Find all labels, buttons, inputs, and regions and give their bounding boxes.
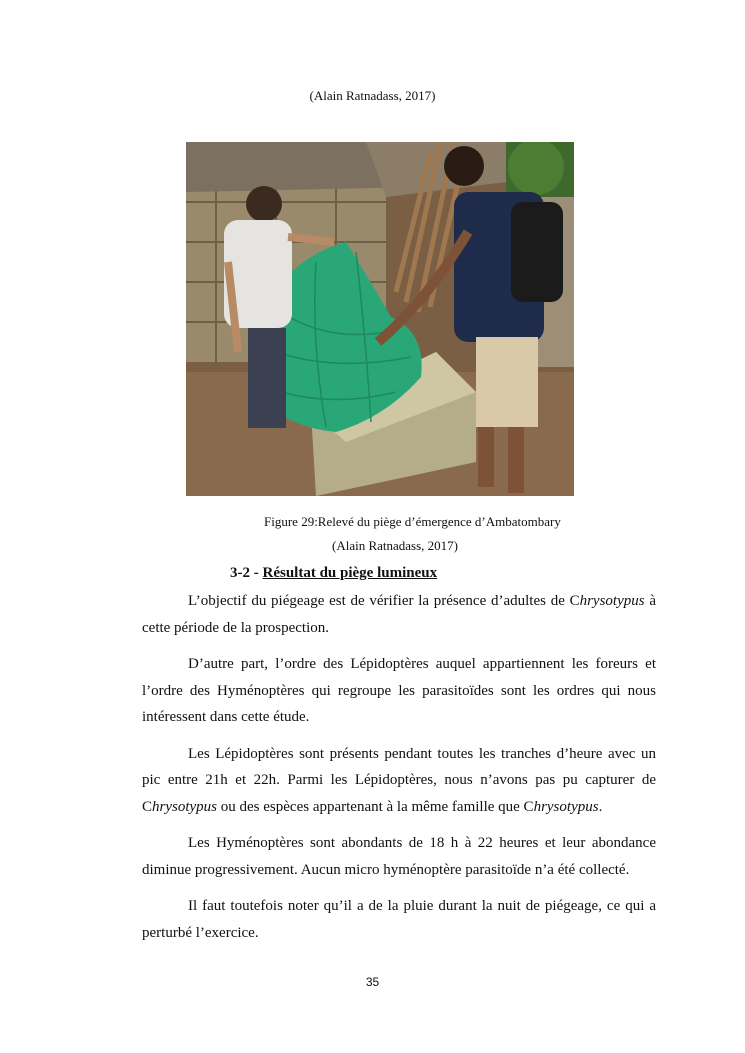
paragraph [142,741,656,821]
text-run: à cette période de la prospection. [142,593,656,636]
body-text [142,588,656,956]
text-run: Les Lépidoptères sont présents pendant toutes les tranches d’heure avec un pic entre 21h et 22h. Parmi les Lépidoptères, nous n’avons pas pu capturer de C [142,745,656,815]
paragraph [142,651,656,731]
photo-credit-top: (Alain Ratnadass, 2017) [309,88,436,103]
paragraph [142,588,656,641]
figure-credit: (Alain Ratnadass, 2017) [332,538,459,553]
section-title: Résultat du piège lumineux [262,565,438,581]
text-run: Il faut toutefois noter qu’il a de la pluie durant la nuit de piégeage, ce qui a perturbé l’exercice. [142,898,656,941]
figure-caption: Figure 29:Relevé du piège d’émergence d’Ambatombary [264,514,561,529]
text-run: Les Hyménoptères sont abondants de 18 h à 22 heures et leur abondance diminue progressivement. Aucun micro hyménoptère parasitoïde n’a été collecté. [142,835,656,878]
text-run: L’objectif du piégeage est de vérifier la présence d’adultes de C [188,593,580,609]
italic-term: hrysotypus [152,798,218,815]
section-number: 3-2 - [230,565,263,581]
italic-term: hrysotypus [579,593,645,609]
text-run: . [598,798,603,815]
paragraph [142,830,656,883]
text-run: ou des espèces appartenant à la même famille que C [217,798,534,815]
section-heading [230,565,437,582]
paragraph [142,893,656,946]
page-number: 35 [365,975,380,989]
italic-term: hrysotypus [533,798,599,815]
figure-photo [186,142,574,496]
text-run: D’autre part, l’ordre des Lépidoptères auquel appartiennent les foreurs et l’ordre des Hyménoptères qui regroupe les parasitoïdes sont les ordres qui nous intéressent dans cette étude. [142,656,656,725]
